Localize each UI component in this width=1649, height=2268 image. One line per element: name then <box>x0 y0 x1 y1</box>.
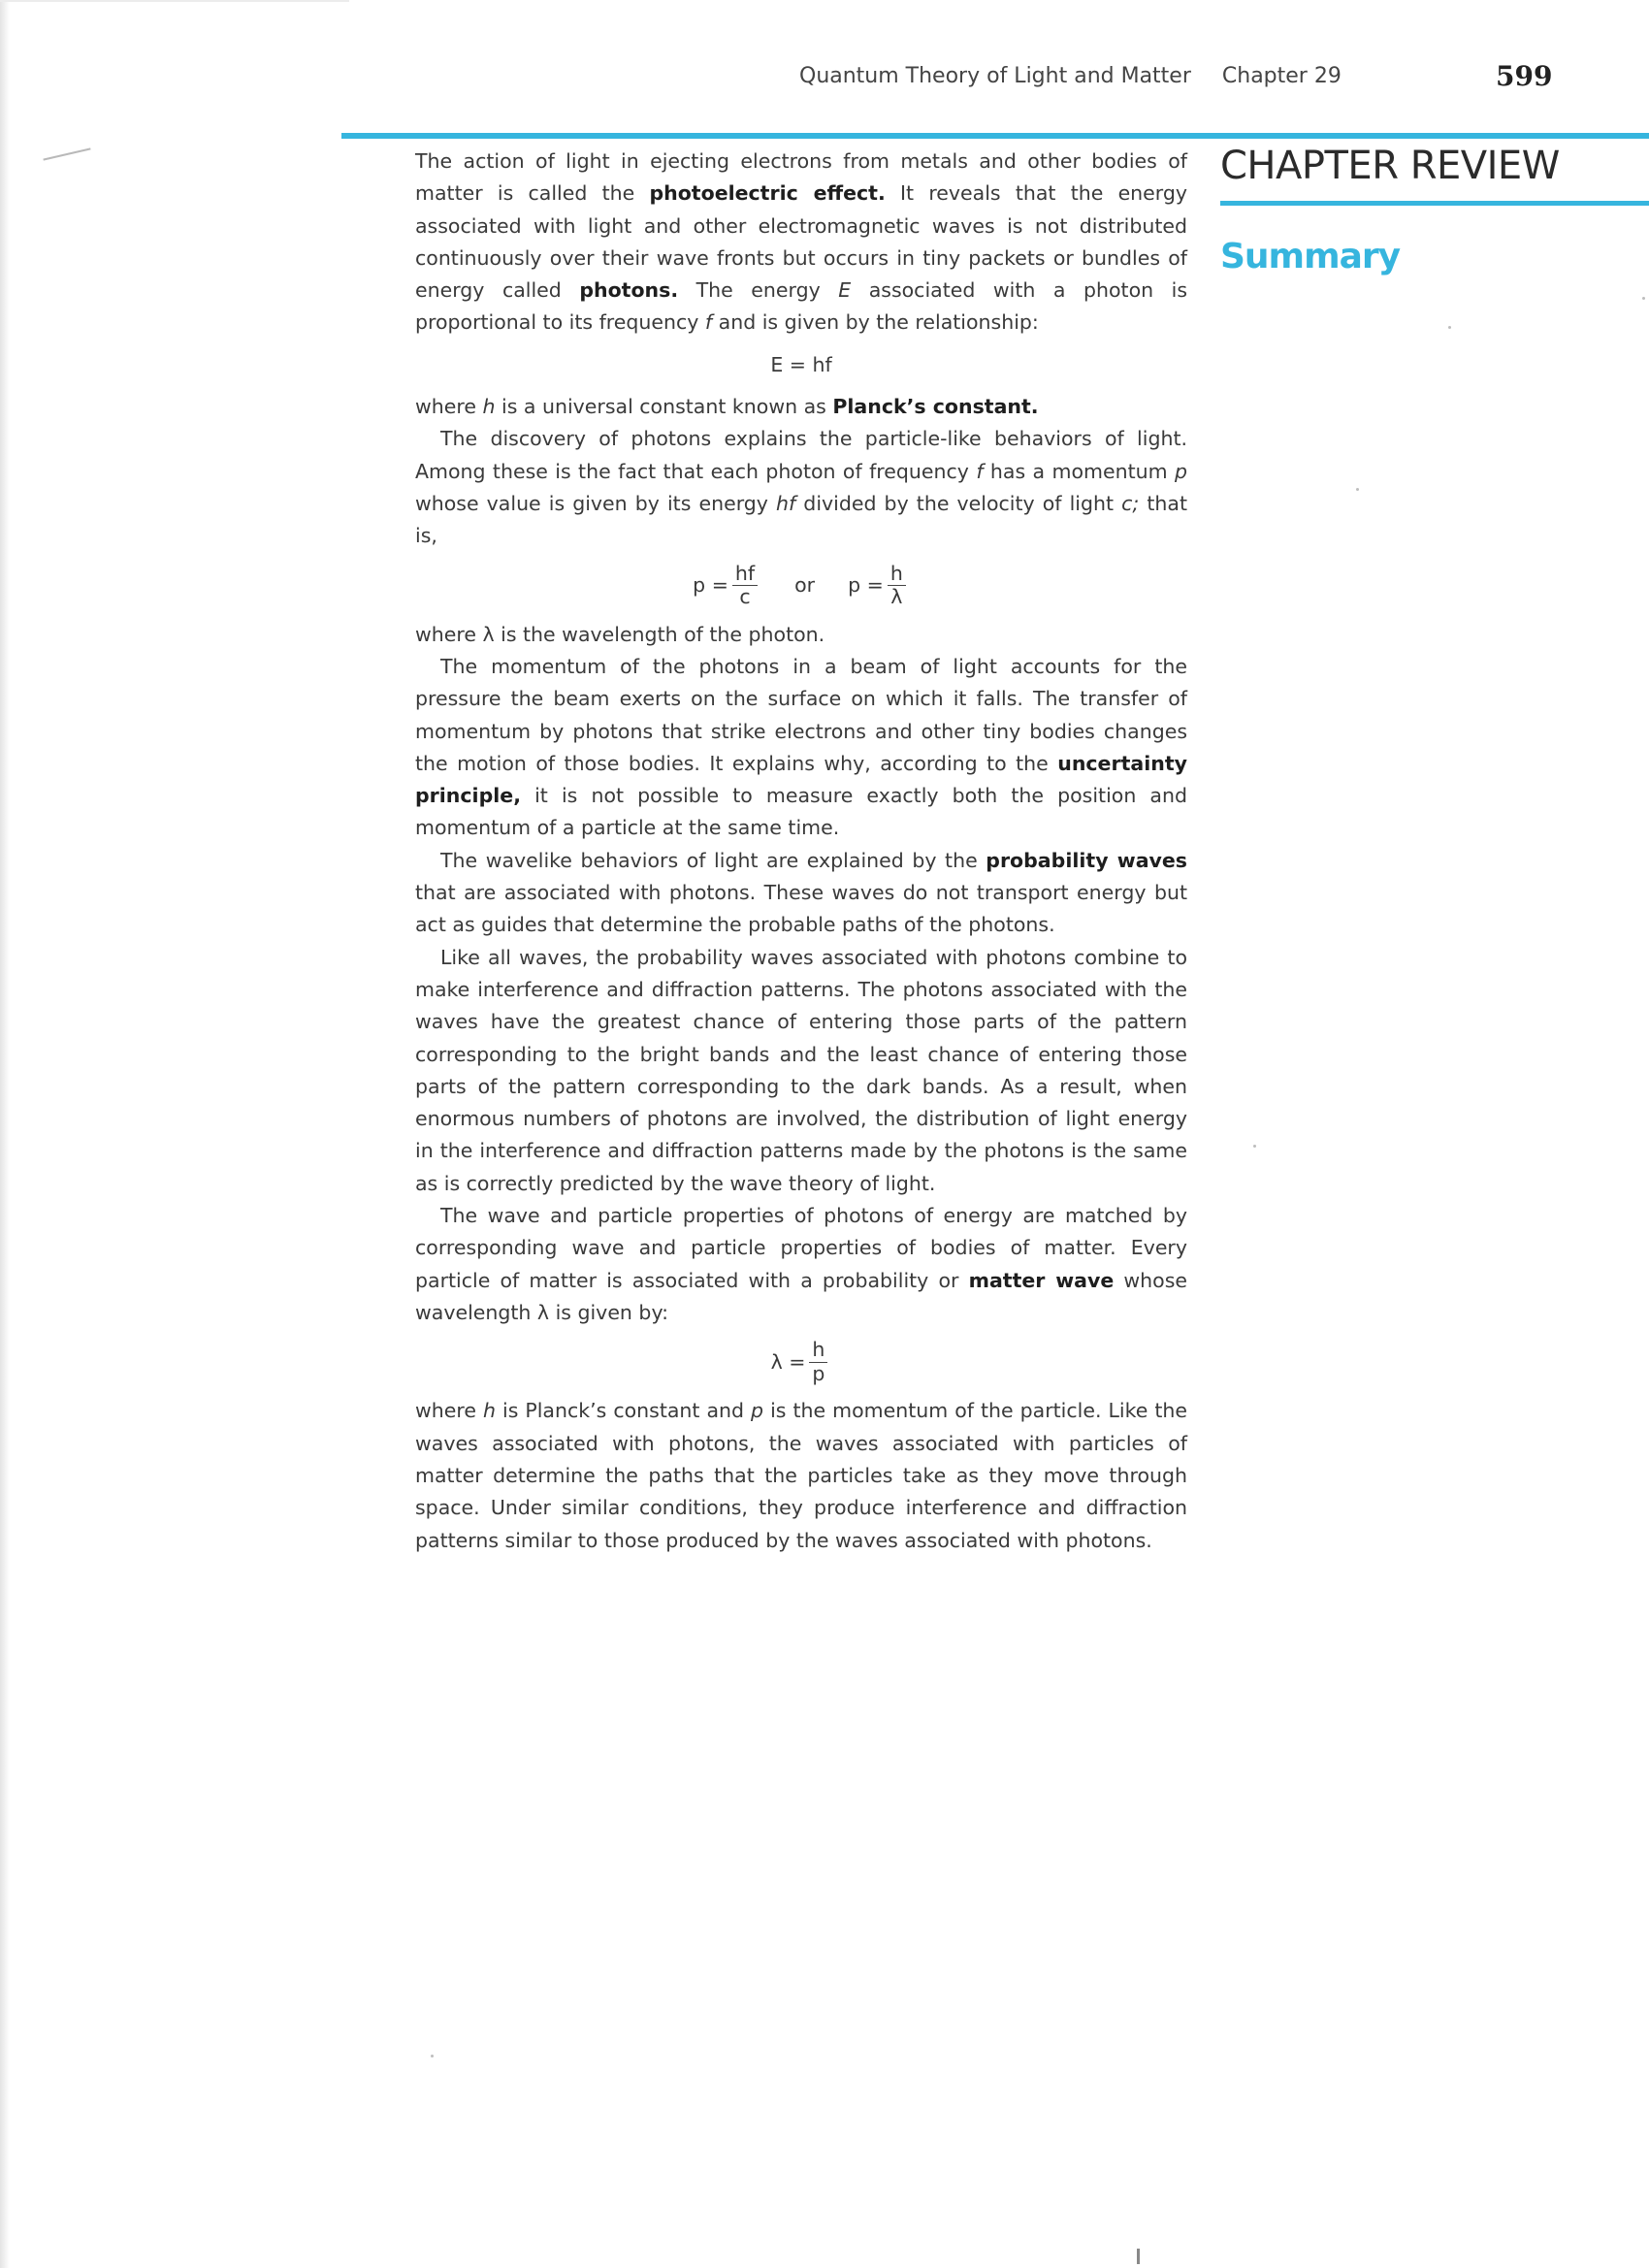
section-title: CHAPTER REVIEW <box>1220 144 1560 188</box>
scan-speck <box>1356 488 1359 491</box>
page-left-edge-shadow <box>0 0 10 2268</box>
paragraph-planck <box>415 391 1187 423</box>
symbol-e: E <box>838 278 852 303</box>
equation-lhs: p = <box>848 572 884 597</box>
text-run: that is, <box>415 491 1187 548</box>
paragraph-photoelectric <box>415 146 1187 340</box>
denominator: p <box>812 1361 825 1385</box>
text-run: where <box>415 395 483 419</box>
equation-lhs: p = <box>693 572 728 597</box>
numerator: hf <box>732 563 758 587</box>
text-run: associated with a photon is proportional to its frequency <box>415 278 1187 335</box>
scan-speck <box>1642 297 1645 300</box>
symbol-f: f <box>704 310 713 335</box>
paragraph-interference: Like all waves, the probability waves associated with photons combine to make interference and diffraction patterns. The photons associated with the waves have the greatest chance of entering those parts of the pattern corresponding to the bright bands and the least chance of entering those parts of the pattern corresponding to the dark bands. As a result, when enormous numbers of photons are involved, the distribution of light energy in the interference and diffraction patterns made by the photons is the same as is correctly predicted by the wave theory of light. <box>415 945 1187 1195</box>
symbol-h: h <box>482 1399 496 1423</box>
term-uncertainty-principle: uncertainty principle, <box>415 751 1187 808</box>
equation-momentum <box>415 563 1187 609</box>
text-run: whose wavelength λ is given by: <box>415 1268 1188 1324</box>
term-matter-wave: matter wave <box>968 1268 1115 1292</box>
text-run: and is given by the relationship: <box>712 310 1039 335</box>
symbol-p: p <box>1175 459 1188 483</box>
scan-speck <box>1448 326 1451 329</box>
paragraph-probability-waves <box>415 845 1187 942</box>
fraction-h-over-p <box>809 1339 827 1385</box>
paragraph-particle-behavior <box>415 423 1187 552</box>
denominator: c <box>739 585 751 609</box>
paragraph-matter-paths <box>415 1395 1187 1556</box>
summary-body <box>415 146 1187 1557</box>
scan-speck <box>431 2055 434 2057</box>
equation-de-broglie <box>415 1339 1187 1385</box>
symbol-c: c; <box>1121 491 1140 515</box>
denominator: λ <box>890 585 903 609</box>
text-run: The momentum of the photons in a beam of light accounts for the pressure the beam exerts on the surface on which it falls. The transfer of momentum by photons that strike electrons and other tiny bodies changes the motion of those bodies. It explains why, according to the <box>415 654 1187 775</box>
symbol-hf: hf <box>776 491 796 515</box>
text-run: has a momentum <box>983 459 1175 483</box>
scan-top-edge <box>0 0 349 2</box>
text-run: it is not possible to measure exactly both the position and momentum of a particle at the same time. <box>415 784 1187 840</box>
fraction-h-over-lambda <box>888 563 906 609</box>
section-rule <box>1220 201 1649 206</box>
symbol-p: p <box>751 1399 764 1423</box>
paragraph-uncertainty <box>415 651 1187 845</box>
equation-lhs: λ = <box>770 1349 806 1374</box>
numerator: h <box>888 563 906 587</box>
chapter-label: Chapter 29 <box>1221 64 1342 88</box>
text-run: whose value is given by its energy <box>415 491 776 515</box>
text-run: is Planck’s constant and <box>495 1399 752 1423</box>
header-rule <box>341 133 1649 139</box>
text-run: The wave and particle properties of photons of energy are matched by corresponding wave and particle properties of bodies of matter. Every particle of matter is associated with a probability or <box>415 1204 1187 1292</box>
symbol-f: f <box>976 459 984 483</box>
scan-corner-mark <box>1137 2249 1140 2264</box>
paragraph-matter-wave <box>415 1200 1187 1329</box>
text-run: that are associated with photons. These waves do not transport energy but act as guides that determine the probable paths of the photons. <box>415 881 1187 937</box>
equation-text: E = hf <box>770 352 832 376</box>
equation-or: or <box>794 572 816 597</box>
term-photons: photons. <box>579 278 679 303</box>
page-number: 599 <box>1496 60 1553 92</box>
fraction-hf-over-c <box>732 563 758 609</box>
text-run: It reveals that the energy associated with light and other electromagnetic waves is not distributed continuously over their wave fronts but occurs in tiny packets or bundles of energy called <box>415 181 1187 303</box>
text-run: where <box>415 1399 483 1423</box>
term-photoelectric-effect: photoelectric effect. <box>649 181 886 206</box>
text-run: The energy <box>678 278 839 303</box>
term-probability-waves: probability waves <box>986 848 1187 872</box>
symbol-h: h <box>482 395 496 419</box>
equation-e-hf <box>415 349 1187 381</box>
term-plancks-constant: Planck’s constant. <box>832 395 1039 419</box>
text-run: is the momentum of the particle. Like the waves associated with photons, the waves associated with particles of matter determine the paths that the particles take as they move through space. Under similar conditions, they produce interference and diffraction patterns similar to those produced by the waves associated with photons. <box>415 1399 1187 1552</box>
numerator: h <box>809 1339 827 1363</box>
scan-speck <box>1253 1145 1256 1148</box>
running-header <box>799 64 1342 88</box>
running-title: Quantum Theory of Light and Matter <box>799 64 1191 88</box>
subsection-title: Summary <box>1220 237 1401 276</box>
paragraph-wavelength: where λ is the wavelength of the photon. <box>415 622 825 646</box>
text-run: is a universal constant known as <box>495 395 833 419</box>
text-run: The discovery of photons explains the particle-like behaviors of light. Among these is the fact that each photon of frequency <box>415 427 1187 483</box>
text-run: divided by the velocity of light <box>795 491 1122 515</box>
text-run: The action of light in ejecting electrons from metals and other bodies of matter is called the <box>415 149 1187 206</box>
text-run: The wavelike behaviors of light are explained by the <box>440 848 986 872</box>
margin-pencil-mark <box>43 147 90 160</box>
